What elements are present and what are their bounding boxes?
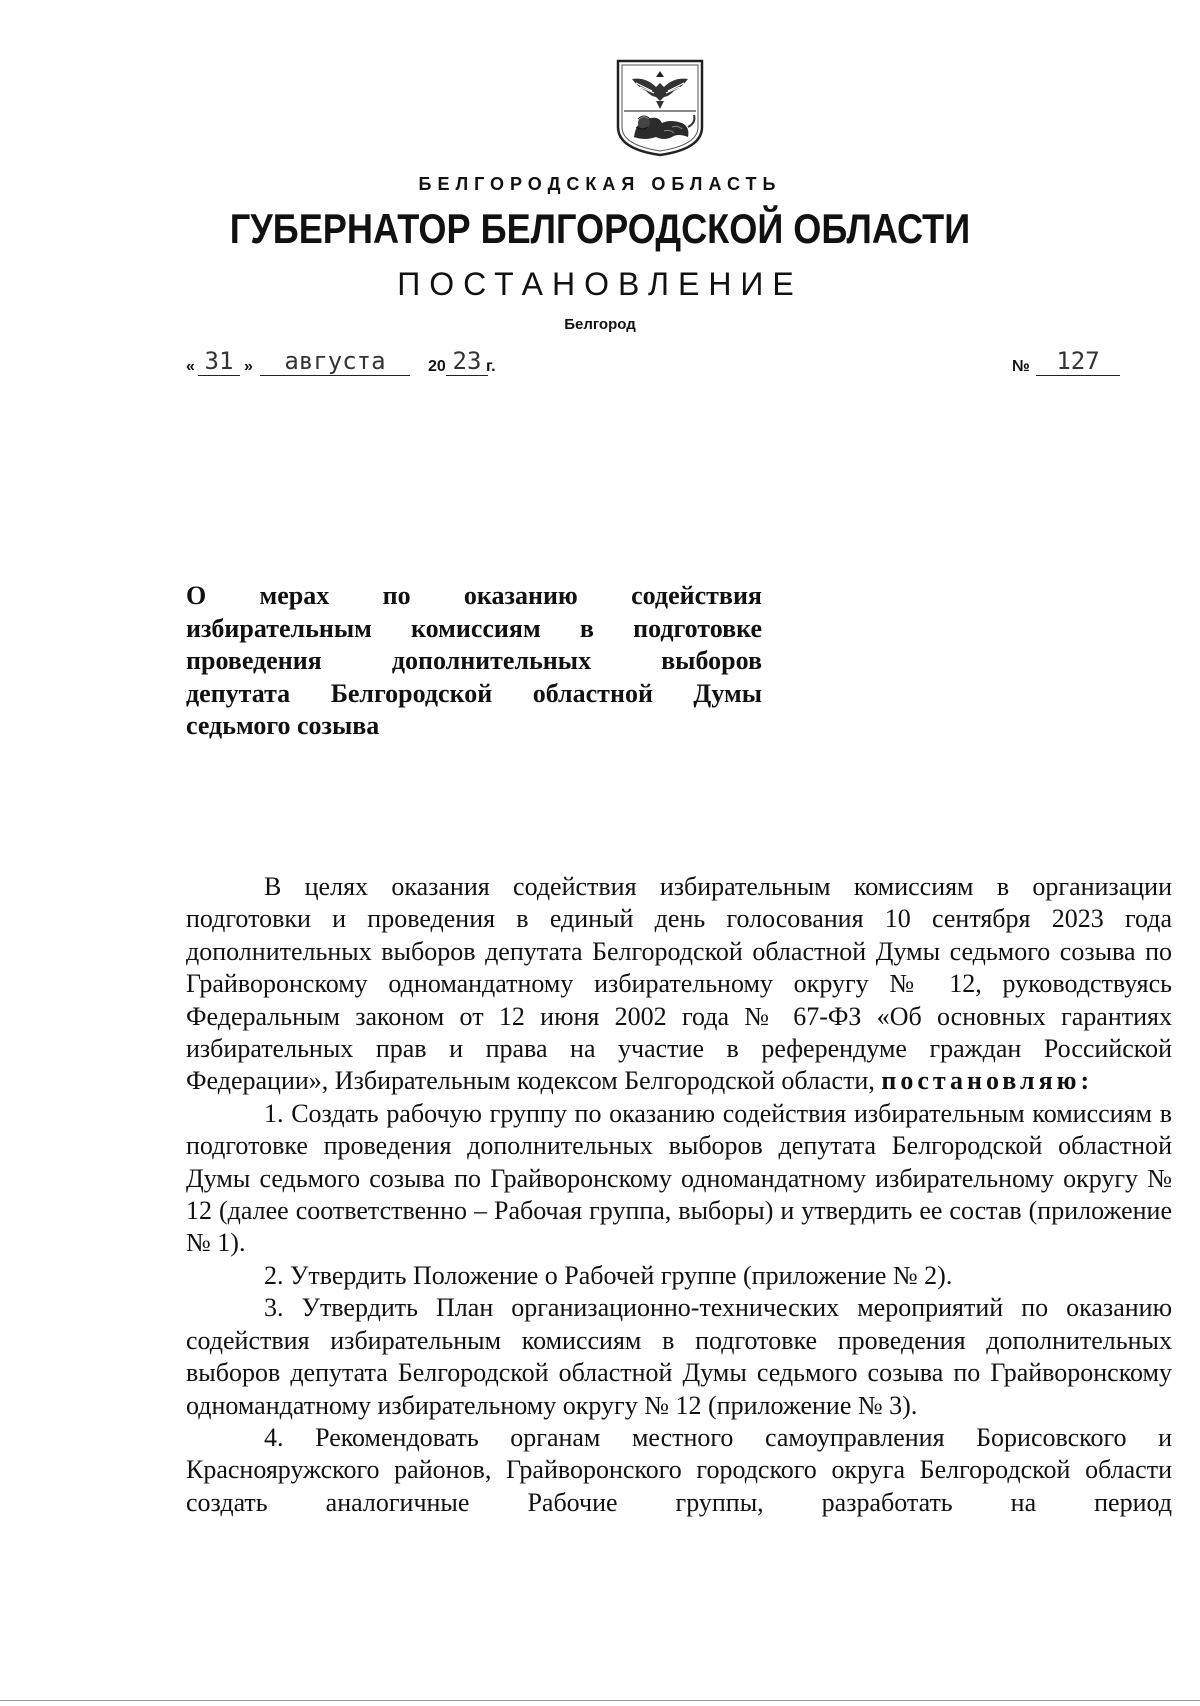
subject-line: О мерах по оказанию содействия — [186, 581, 762, 610]
date-year-suffix: г. — [486, 358, 496, 375]
item-paragraph: 2. Утвердить Положение о Рабочей группе (приложение № 2). — [264, 1260, 953, 1290]
date-month: августа — [260, 347, 410, 376]
date-year: 23 — [446, 347, 488, 376]
decree-number: 127 — [1036, 347, 1120, 376]
preamble-paragraph — [186, 871, 1172, 1098]
region-title: БЕЛГОРОДСКАЯ ОБЛАСТЬ — [418, 174, 782, 194]
item-paragraph: 3. Утвердить План организационно-технических мероприятий по оказанию содействия избирательным комиссиям в подготовке проведения дополнительных выборов депутата Белгородской областной Думы седьмого созыва по Грайворонскому одномандатному избирательному округу № 12 (приложение № 3). — [186, 1293, 1172, 1420]
item-paragraph: 1. Создать рабочую группу по оказанию содействия избирательным комиссиям в подготовке проведения дополнительных выборов депутата Белгородской областной Думы седьмого созыва по Грайворонскому одномандатному избирательному округу № 12 (далее соответственно – Рабочая группа, выборы) и утвердить ее состав (приложение № 1). — [186, 1098, 1172, 1258]
scan-edge-line — [0, 1700, 1200, 1701]
resolves-word: постановляю: — [881, 1066, 1094, 1096]
belgorod-coat-of-arms-icon — [612, 57, 708, 157]
decree-type: ПОСТАНОВЛЕНИЕ — [397, 266, 803, 302]
governor-title: ГУБЕРНАТОР БЕЛГОРОДСКОЙ ОБЛАСТИ — [229, 205, 971, 252]
decree-body — [186, 871, 1172, 1519]
decree-subject — [186, 580, 762, 743]
subject-line: избирательным комиссиям в подготовке — [186, 613, 762, 643]
subject-line: седьмого созыва — [186, 711, 380, 740]
subject-line: депутата Белгородской областной Думы — [186, 678, 762, 708]
date-century: 20 — [428, 358, 446, 375]
preamble-text: В целях оказания содействия избирательным комиссиям в организации подготовки и проведения в единый день голосования 10 сентября 2023 года дополнительных выборов депутата Белгородской областной Думы седьмого созыва по Грайворонскому одномандатному избирательному округу № 12, руководствуясь Федеральным законом от 12 июня 2002 года № 67-ФЗ «Об основных гарантиях избирательных прав и права на участие в референдуме граждан Российской Федерации», Избирательным кодексом Белгородской области, — [186, 872, 1172, 1096]
dateline — [186, 340, 1136, 380]
date-close-quote: » — [244, 358, 253, 375]
date-open-quote: « — [186, 358, 195, 375]
decree-number-label: № — [1012, 358, 1030, 375]
date-day: 31 — [198, 347, 240, 376]
subject-line: проведения дополнительных выборов — [186, 646, 762, 675]
item-paragraph: 4. Рекомендовать органам местного самоуправления Борисовского и Краснояружского районов, Грайворонского городского округа Белгородской области создать аналогичные Рабочие группы, разработать на период — [186, 1422, 1172, 1517]
decree-city: Белгород — [564, 316, 636, 333]
